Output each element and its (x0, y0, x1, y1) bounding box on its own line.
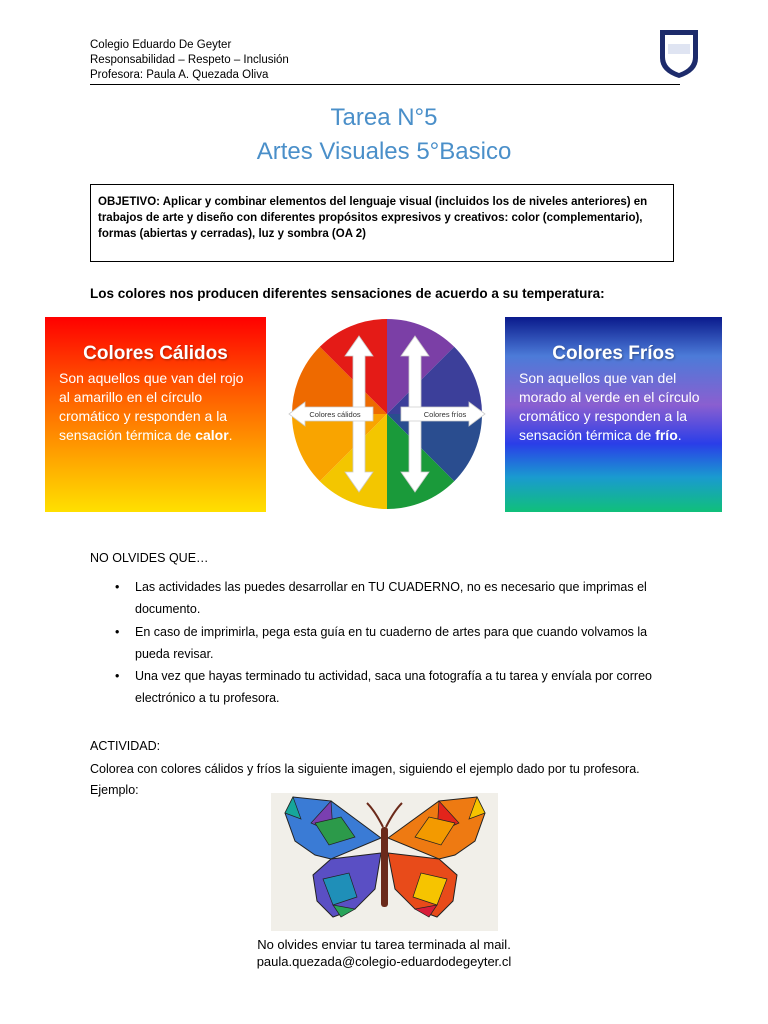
document-header (90, 38, 289, 83)
objective-box (90, 184, 674, 262)
list-item: • En caso de imprimirla, pega esta guía en tu cuaderno de artes para que cuando volvamos la pueda revisar. (115, 621, 685, 665)
warm-colors-heading: Colores Cálidos (83, 343, 228, 364)
course-title: Artes Visuales 5°Basico (256, 138, 512, 165)
warm-colors-panel (45, 317, 266, 512)
school-name: Colegio Eduardo De Geyter (90, 39, 232, 51)
school-motto: Responsabilidad – Respeto – Inclusión (90, 54, 289, 66)
butterfly-example-image (271, 793, 498, 931)
wheel-label-cold: Colores fríos (423, 410, 467, 419)
bullet-icon: • (115, 669, 120, 683)
activity-instructions: Colorea con colores cálidos y fríos la siguiente imagen, siguiendo el ejemplo dado por tu profesora. (90, 762, 640, 776)
teacher-email: paula.quezada@colegio-eduardodegeyter.cl (256, 954, 512, 969)
example-label: Ejemplo: (90, 783, 139, 797)
warm-colors-description: Son aquellos que van del rojo al amarillo en el círculo cromático y responden a la sensación térmica de calor. (59, 370, 244, 443)
wheel-label-warm: Colores cálidos (309, 410, 361, 419)
header-divider (90, 84, 680, 85)
teacher-name: Profesora: Paula A. Quezada Oliva (90, 69, 269, 81)
activity-heading: ACTIVIDAD: (90, 739, 161, 753)
objective-text: Aplicar y combinar elementos del lenguaje visual (incluidos los de niveles anteriores) en trabajos de arte y diseño con diferentes propósitos expresivos y creativos: color (complementario), formas (abiertas y cerradas), luz y sombra (OA 2) (98, 196, 648, 240)
list-item: • Una vez que hayas terminado tu actividad, saca una fotografía a tu tarea y envíala por correo electrónico a tu profesora. (115, 665, 685, 709)
school-logo (656, 28, 702, 80)
cold-colors-heading: Colores Fríos (552, 343, 675, 364)
list-item: • Las actividades las puedes desarrollar en TU CUADERNO, no es necesario que imprimas el documento. (115, 576, 685, 620)
cold-colors-description: Son aquellos que van del morado al verde en el círculo cromático y responden a la sensación térmica de frío. (519, 370, 700, 443)
assignment-number: Tarea N°5 (330, 104, 438, 131)
cold-colors-panel (505, 317, 722, 512)
color-wheel (277, 317, 497, 512)
reminder-heading: NO OLVIDES QUE… (90, 551, 209, 565)
bullet-icon: • (115, 580, 120, 594)
bullet-icon: • (115, 625, 120, 639)
footer-reminder: No olvides enviar tu tarea terminada al mail. (257, 937, 511, 952)
temperature-intro: Los colores nos producen diferentes sensaciones de acuerdo a su temperatura: (90, 286, 605, 301)
objective-label: OBJETIVO: (98, 196, 160, 208)
